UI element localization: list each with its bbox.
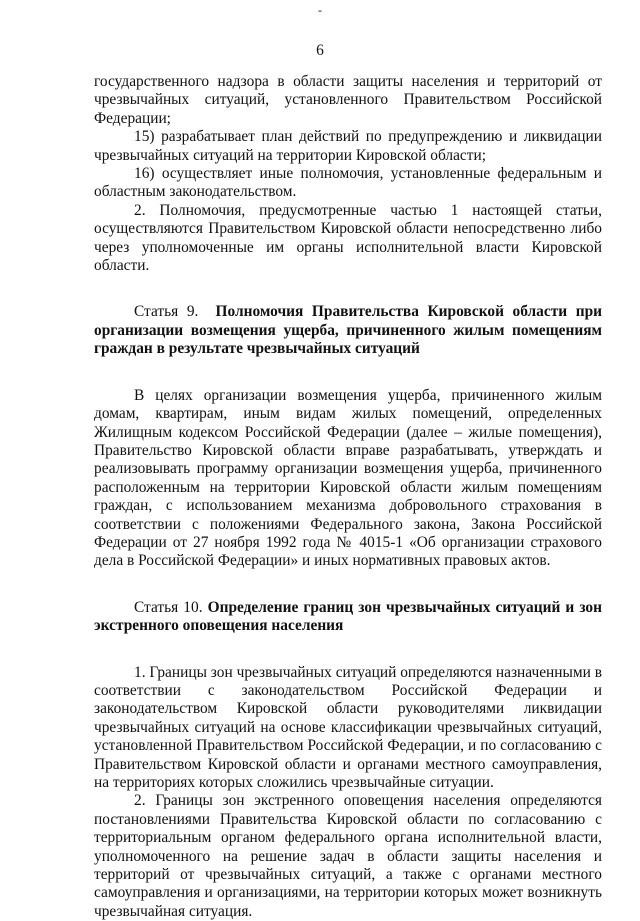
article10-heading xyxy=(94,599,602,636)
article9-paragraph: В целях организации возмещения ущерба, причиненного жилым домам, квартирам, иным видам жилых помещений, определенных Жилищным кодексом Российской Федерации (далее – жилые помещения), Правительство Кировской области вправе разрабатывать, утверждать и реализовывать программу организации возмещения ущерба, причиненного расположенным на территории Кировской области жилым помещениям граждан, с использованием механизма добровольного страхования в соответствии с положениями Федерального закона, Закона Российской Федерации от 27 ноября 1992 года № 4015-1 «Об организации страхового дела в Российской Федерации» и иных нормативных правовых актов. xyxy=(94,386,602,570)
article8-continuation: государственного надзора в области защиты населения и территорий от чрезвычайных ситуаций, установленного Правительством Российской Федерации; xyxy=(94,73,602,127)
document-body xyxy=(94,73,602,921)
article10-label: Статья 10. xyxy=(134,598,203,616)
article10-part-1: 1. Границы зон чрезвычайных ситуаций определяются назначенными в соответствии с законодательством Российской Федерации и законодательством Кировской области руководителями ликвидации чрезвычайных ситуаций на основе классификации чрезвычайных ситуаций, установленной Правительством Российской Федерации, и по согласованию с Правительством Кировской области и органами местного самоуправления, на территориях которых сложились чрезвычайные ситуации. xyxy=(94,663,602,791)
article9-title: Полномочия Правительства Кировской области при организации возмещения ущерба, причиненного жилым помещениям граждан в результате чрезвычайных ситуаций xyxy=(94,303,602,358)
article10-part-2: 2. Границы зон экстренного оповещения населения определяются постановлениями Правительства Кировской области по согласованию с территориальным органом федерального органа исполнительной власти, уполномоченного на решение задач в области защиты населения и территорий от чрезвычайных ситуаций, а также с органами местного самоуправления и организациями, на территории которых может возникнуть чрезвычайная ситуация. xyxy=(94,792,602,920)
page-mark: - xyxy=(318,3,322,17)
article9-heading xyxy=(94,303,602,358)
article10-title: Определение границ зон чрезвычайных ситуаций и зон экстренного оповещения населения xyxy=(94,598,602,635)
article8-part-2: 2. Полномочия, предусмотренные частью 1 настоящей статьи, осуществляются Правительством Кировской области непосредственно либо через уполномоченные им органы исполнительной власти Кировской области. xyxy=(94,201,602,275)
article8-item-16: 16) осуществляет иные полномочия, установленные федеральным и областным законодательством. xyxy=(94,165,602,201)
page-number: 6 xyxy=(316,42,324,59)
article8-item-15: 15) разрабатывает план действий по предупреждению и ликвидации чрезвычайных ситуаций на территории Кировской области; xyxy=(94,128,602,164)
article9-label: Статья 9. xyxy=(134,303,199,321)
